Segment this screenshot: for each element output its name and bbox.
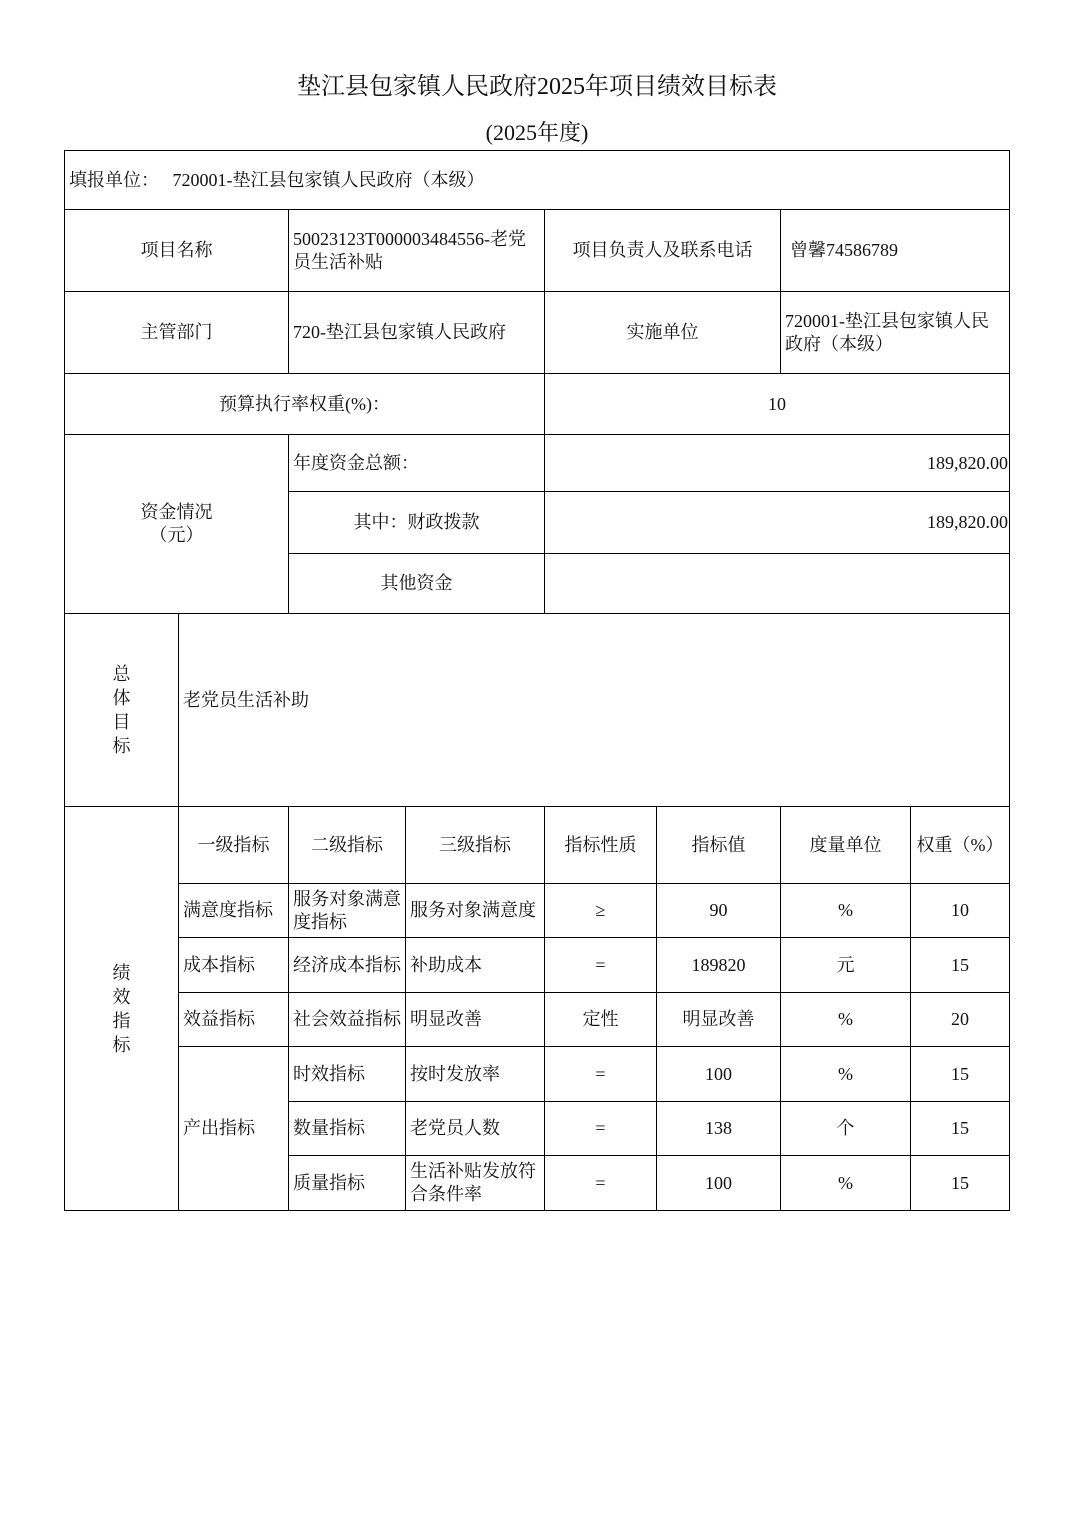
unit-cell: % <box>781 1156 911 1211</box>
department-value: 720-垫江县包家镇人民政府 <box>289 292 545 374</box>
header-level1: 一级指标 <box>179 807 289 884</box>
nature-cell: 定性 <box>545 993 657 1047</box>
weight-cell: 10 <box>911 884 1010 938</box>
weight-cell: 15 <box>911 1047 1010 1102</box>
value-cell: 138 <box>657 1102 781 1156</box>
funds-label: 资金情况（元） <box>65 435 289 614</box>
funds-fiscal-value: 189,820.00 <box>545 492 1010 554</box>
level1-cell: 成本指标 <box>179 938 289 993</box>
unit-cell: % <box>781 884 911 938</box>
funds-total-value: 189,820.00 <box>545 435 1010 492</box>
header-level2: 二级指标 <box>289 807 406 884</box>
nature-cell: = <box>545 1102 657 1156</box>
reporting-unit: 填报单位： 720001-垫江县包家镇人民政府（本级） <box>65 151 1010 210</box>
project-name-label: 项目名称 <box>65 210 289 292</box>
funds-fiscal-label: 其中：财政拨款 <box>289 492 545 554</box>
level1-cell: 效益指标 <box>179 993 289 1047</box>
performance-table <box>64 150 1010 1211</box>
budget-weight-value: 10 <box>545 374 1010 435</box>
header-unit: 度量单位 <box>781 807 911 884</box>
table-row <box>65 884 1010 938</box>
project-lead-value: 曾馨74586789 <box>781 210 1010 292</box>
table-row <box>65 938 1010 993</box>
level3-cell: 老党员人数 <box>406 1102 545 1156</box>
department-label: 主管部门 <box>65 292 289 374</box>
unit-cell: % <box>781 993 911 1047</box>
funds-other-value <box>545 554 1010 614</box>
weight-cell: 20 <box>911 993 1010 1047</box>
weight-cell: 15 <box>911 938 1010 993</box>
level3-cell: 按时发放率 <box>406 1047 545 1102</box>
value-cell: 明显改善 <box>657 993 781 1047</box>
unit-cell: % <box>781 1047 911 1102</box>
implementer-value: 720001-垫江县包家镇人民政府（本级） <box>781 292 1010 374</box>
level1-cell: 产出指标 <box>179 1047 289 1211</box>
level1-cell: 满意度指标 <box>179 884 289 938</box>
level3-cell: 生活补贴发放符合条件率 <box>406 1156 545 1211</box>
value-cell: 100 <box>657 1047 781 1102</box>
level3-cell: 服务对象满意度 <box>406 884 545 938</box>
funds-total-label: 年度资金总额： <box>289 435 545 492</box>
level2-cell: 时效指标 <box>289 1047 406 1102</box>
reporting-unit-value: 720001-垫江县包家镇人民政府（本级） <box>172 169 485 190</box>
level2-cell: 质量指标 <box>289 1156 406 1211</box>
header-value: 指标值 <box>657 807 781 884</box>
overall-goal-value: 老党员生活补助 <box>179 614 1010 807</box>
page-subtitle: (2025年度) <box>485 120 589 145</box>
level2-cell: 经济成本指标 <box>289 938 406 993</box>
table-row <box>65 993 1010 1047</box>
funds-other-label: 其他资金 <box>289 554 545 614</box>
header-weight: 权重（%） <box>911 807 1010 884</box>
value-cell: 100 <box>657 1156 781 1211</box>
unit-cell: 元 <box>781 938 911 993</box>
nature-cell: = <box>545 938 657 993</box>
budget-weight-label: 预算执行率权重(%)： <box>65 374 545 435</box>
nature-cell: = <box>545 1047 657 1102</box>
indicators-label: 绩效指标 <box>65 807 179 1211</box>
unit-cell: 个 <box>781 1102 911 1156</box>
value-cell: 90 <box>657 884 781 938</box>
level2-cell: 数量指标 <box>289 1102 406 1156</box>
level2-cell: 社会效益指标 <box>289 993 406 1047</box>
implementer-label: 实施单位 <box>545 292 781 374</box>
level2-cell: 服务对象满意度指标 <box>289 884 406 938</box>
nature-cell: = <box>545 1156 657 1211</box>
weight-cell: 15 <box>911 1156 1010 1211</box>
table-row <box>65 1047 1010 1102</box>
project-lead-label: 项目负责人及联系电话 <box>545 210 781 292</box>
project-name-value: 50023123T000003484556-老党员生活补贴 <box>289 210 545 292</box>
level3-cell: 明显改善 <box>406 993 545 1047</box>
weight-cell: 15 <box>911 1102 1010 1156</box>
header-nature: 指标性质 <box>545 807 657 884</box>
page-title: 垫江县包家镇人民政府2025年项目绩效目标表 <box>297 74 777 100</box>
value-cell: 189820 <box>657 938 781 993</box>
nature-cell: ≥ <box>545 884 657 938</box>
overall-goal-label: 总体目标 <box>65 614 179 807</box>
header-level3: 三级指标 <box>406 807 545 884</box>
level3-cell: 补助成本 <box>406 938 545 993</box>
